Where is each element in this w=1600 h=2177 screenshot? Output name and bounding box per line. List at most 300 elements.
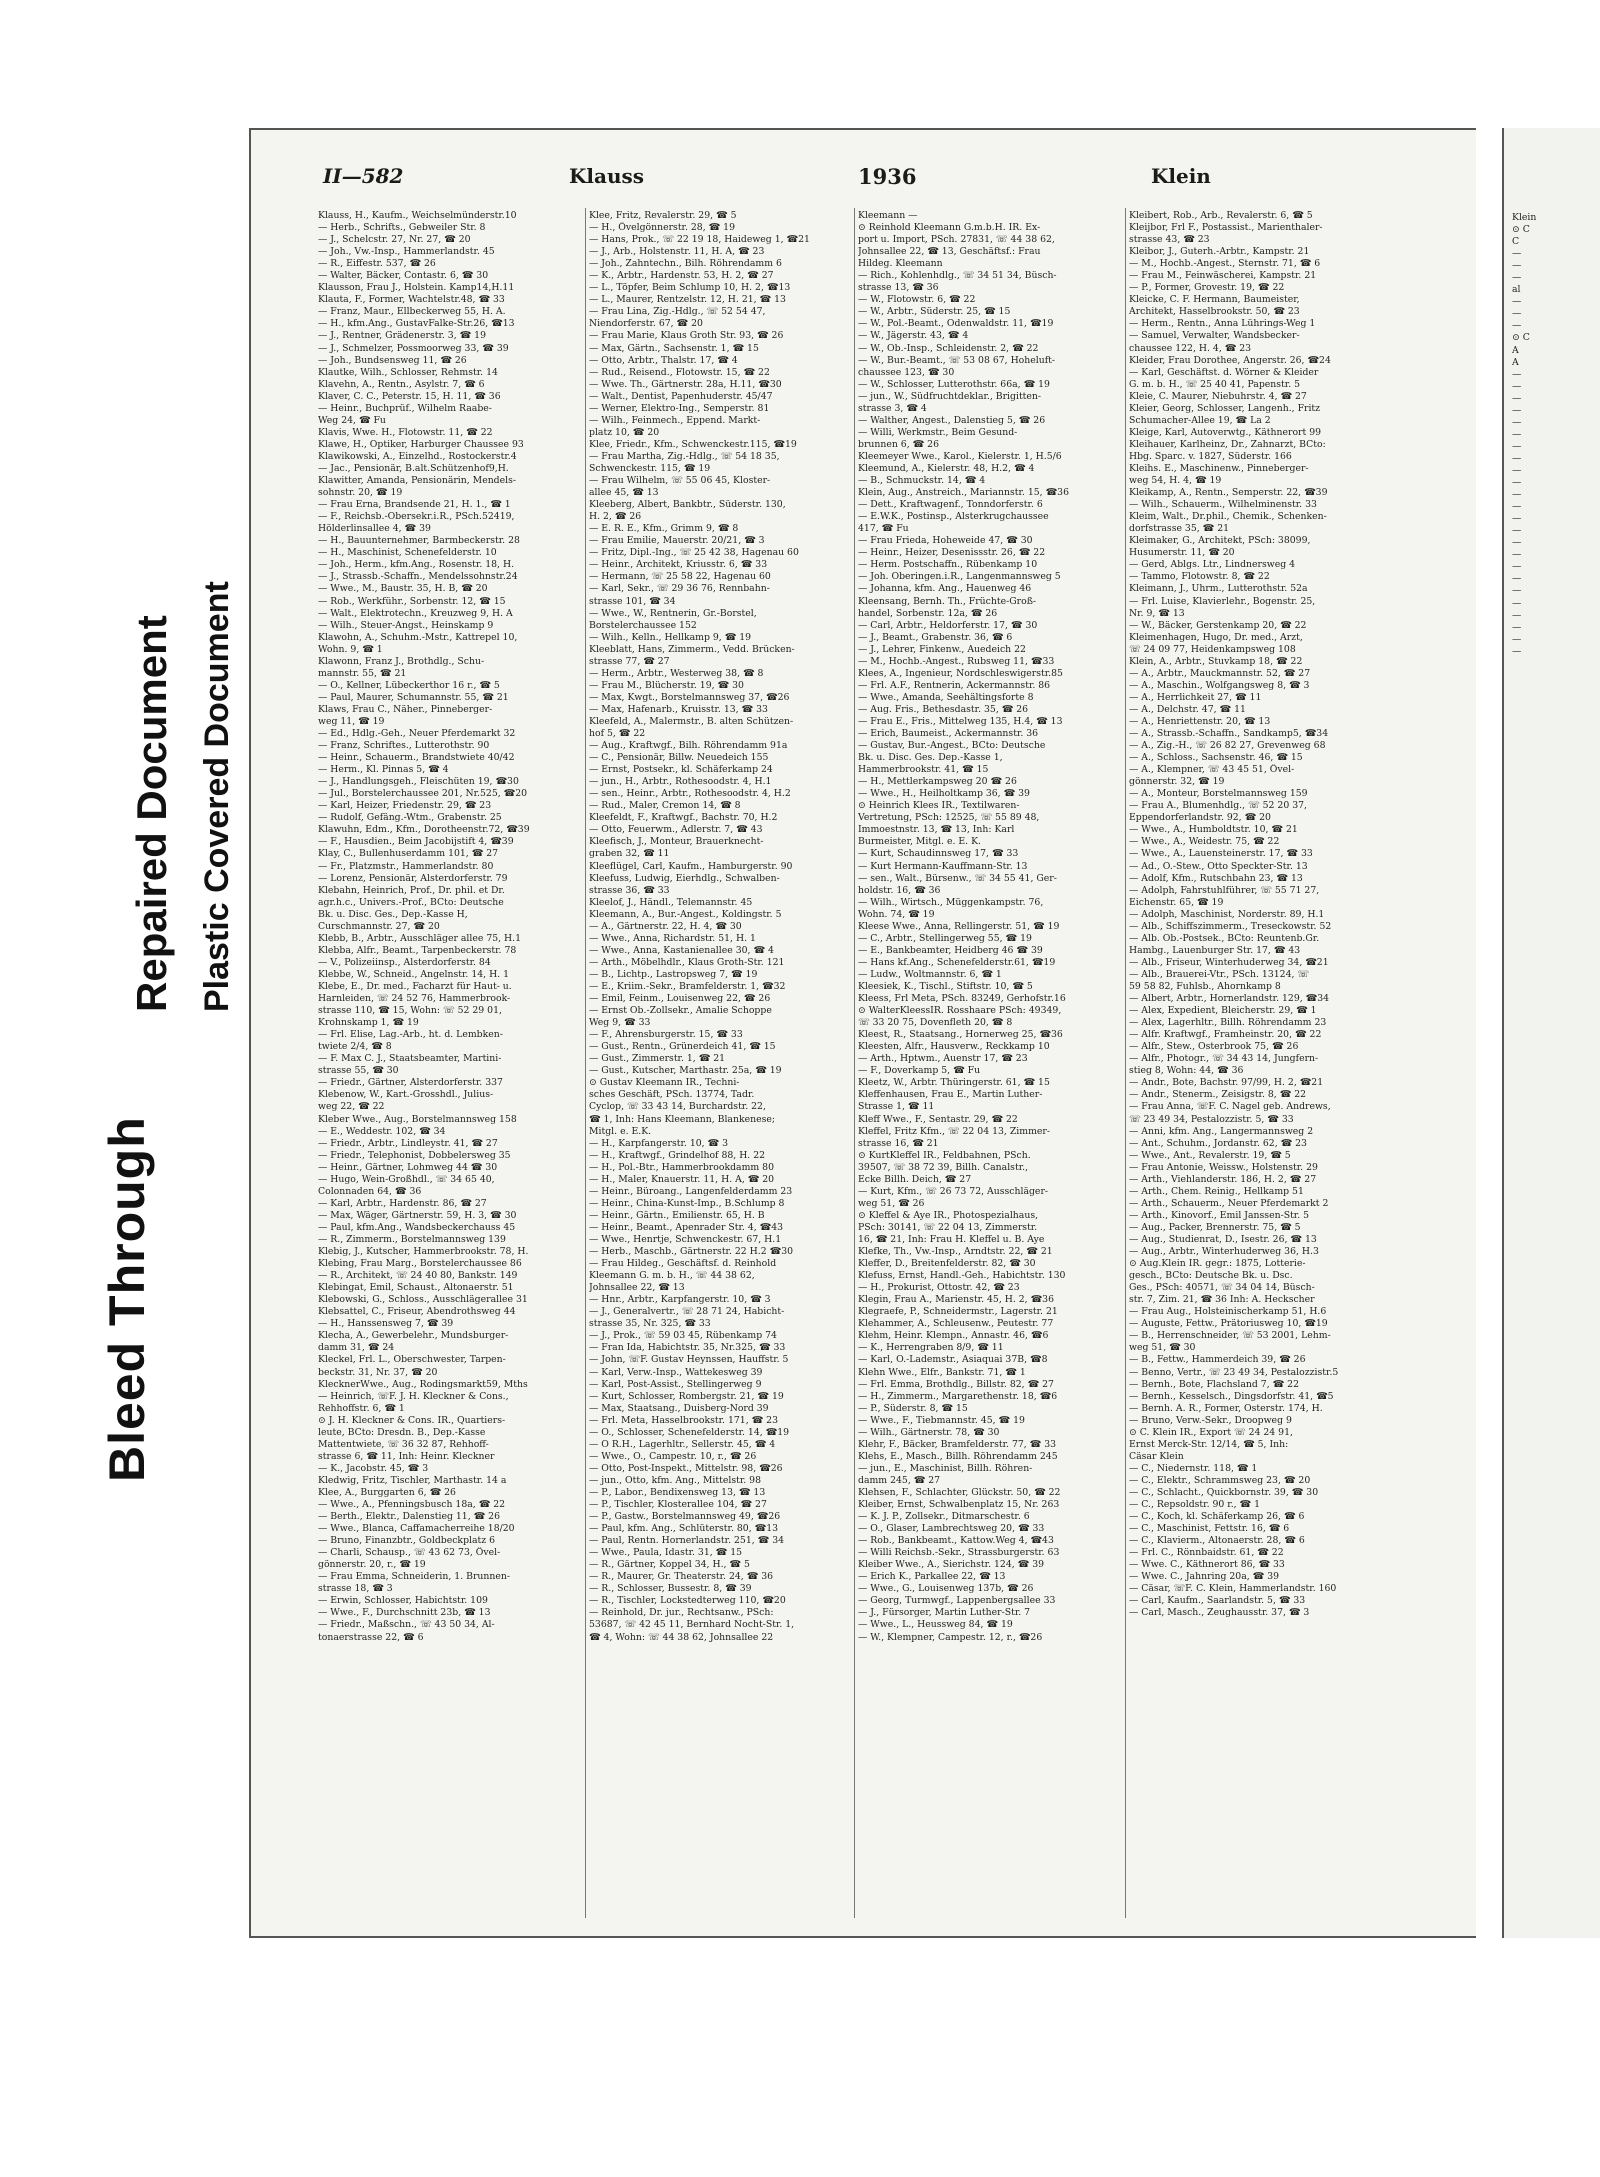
directory-entry-line: — Wwe., W., Rentnerin, Gr.-Borstel, (589, 607, 757, 619)
directory-entry-line: Borstelerchaussee 152 (589, 619, 697, 631)
directory-entry-line: — B., Herrenschneider, ☏ 53 2001, Lehm- (1129, 1330, 1331, 1342)
directory-entry-line: Kleider, Frau Dorothee, Angerstr. 26, ☎24 (1129, 354, 1331, 366)
directory-entry-line: Kleefeld, A., Malermstr., B. alten Schützen- (589, 715, 794, 727)
directory-entry-line: — Paul, kfm.Ang., Wandsbeckerchauss 45 (318, 1221, 516, 1233)
directory-entry-line: — sen., Heinr., Arbtr., Rothesoodstr. 4, H.2 (589, 788, 791, 800)
directory-entry-line: — Gerd, Ablgs. Ltr., Lindnersweg 4 (1129, 559, 1296, 571)
directory-entry-line: — Heinr., Beamt., Apenrader Str. 4, ☎43 (589, 1221, 784, 1233)
directory-entry-line: — Hermann, ☏ 25 58 22, Hagenau 60 (589, 571, 771, 583)
directory-entry-line: — Wwe., F., Tiebmannstr. 45, ☎ 19 (858, 1414, 1025, 1426)
directory-entry-line: — jun., E., Maschinist, Billh. Röhren- (858, 1462, 1033, 1474)
adjacent-entry-fragment: — (1512, 621, 1522, 633)
directory-entry-line: — jun., Otto, kfm. Ang., Mittelstr. 98 (589, 1474, 762, 1486)
column-divider (585, 208, 586, 1918)
adjacent-entry-fragment: — (1512, 645, 1522, 657)
directory-entry-line: beckstr. 31, Nr. 37, ☎ 20 (318, 1366, 438, 1378)
directory-entry-line: — A., Maschin., Wolfgangsweg 8, ☎ 3 (1129, 679, 1310, 691)
directory-entry-line: — H., Maschinist, Schenefelderstr. 10 (318, 547, 497, 559)
directory-entry-line: — Walther, Angest., Dalenstieg 5, ☎ 26 (858, 414, 1046, 426)
directory-entry-line: — Frau Hildeg., Geschäftsf. d. Reinhold (589, 1258, 777, 1270)
directory-entry-line: — Wilh., Schauerm., Wilhelminenstr. 33 (1129, 499, 1317, 511)
directory-page (249, 128, 1479, 1938)
directory-entry-line: Eichenstr. 65, ☎ 19 (1129, 896, 1224, 908)
directory-entry-line: 59 58 82, Fuhlsb., Ahornkamp 8 (1129, 981, 1281, 992)
directory-entry-line: — Friedr., Gärtner, Alsterdorferstr. 337 (318, 1077, 503, 1089)
directory-entry-line: — Joh., Zahntechn., Bilh. Röhrendamm 6 (589, 258, 782, 270)
directory-entry-line: — Charli, Schausp., ☏ 43 62 73, Övel- (318, 1547, 501, 1559)
directory-entry-line: — Emil, Feinm., Louisenweg 22, ☎ 26 (589, 993, 771, 1005)
directory-entry-line: — Frau Wilhelm, ☏ 55 06 45, Kloster- (589, 475, 771, 487)
directory-entry-line: — Wilh., Kelln., Hellkamp 9, ☎ 19 (589, 631, 752, 643)
directory-entry-line: — Wwe., G., Louisenweg 137b, ☎ 26 (858, 1583, 1034, 1595)
directory-entry-line: damm 31, ☎ 24 (318, 1342, 395, 1354)
directory-entry-line: — Max, Staatsang., Duisberg-Nord 39 (589, 1402, 769, 1414)
bleed-through-label: Bleed Through (99, 1116, 155, 1482)
directory-entry-line: — B., Lichtp., Lastropsweg 7, ☎ 19 (589, 968, 758, 980)
directory-entry-line: 39507, ☏ 38 72 39, Billh. Canalstr., (858, 1161, 1029, 1173)
directory-entry-line: Kleffenhausen, Frau E., Martin Luther- (858, 1089, 1043, 1101)
directory-entry-line: — C., Maschinist, Fettstr. 16, ☎ 6 (1129, 1523, 1290, 1535)
directory-entry-line: Krohnskamp 1, ☎ 19 (318, 1017, 419, 1029)
directory-entry-line: — Heinr., Buchprüf., Wilhelm Raabe- (318, 402, 492, 414)
directory-entry-line: sohnstr. 20, ☎ 19 (318, 487, 403, 499)
directory-entry-line: — C., Pensionär, Billw. Neuedeich 155 (589, 752, 769, 764)
directory-entry-line: ☎ 4, Wohn: ☏ 44 38 62, Johnsallee 22 (589, 1631, 774, 1643)
directory-entry-line: — W., Schlosser, Lutterothstr. 66a, ☎ 19 (858, 378, 1050, 390)
directory-entry-line: — L., Maurer, Rentzelstr. 12, H. 21, ☎ 13 (589, 294, 786, 306)
directory-entry-line: — E., Weddestr. 102, ☎ 34 (318, 1125, 446, 1137)
directory-column-4 (1129, 210, 1391, 1910)
directory-entry-line: — Wwe., Ant., Revalerstr. 19, ☎ 5 (1129, 1149, 1291, 1161)
directory-entry-line: ⊙ C. Klein IR., Export ☏ 24 24 91, (1129, 1426, 1293, 1438)
directory-entry-line: — Ludw., Woltmannstr. 6, ☎ 1 (858, 968, 1002, 980)
directory-entry-line: — Rudolf, Gefäng.-Wtm., Grabenstr. 25 (318, 812, 502, 824)
directory-entry-line: twiete 2/4, ☎ 8 (318, 1041, 392, 1053)
directory-entry-line: Klavis, Wwe. H., Flotowstr. 11, ☎ 22 (318, 426, 493, 438)
directory-entry-line: — Heinr., Schauerm., Brandstwiete 40/42 (318, 752, 515, 764)
directory-entry-line: strasse 13, ☎ 36 (858, 282, 939, 294)
directory-entry-line: ⊙ WalterKleessIR. Rosshaare PSch: 49349, (858, 1005, 1062, 1017)
directory-entry-line: — H., Kraftwgf., Grindelhof 88, H. 22 (589, 1149, 766, 1161)
directory-entry-line: Kleesten, Alfr., Hausverw., Reckkamp 10 (858, 1041, 1050, 1053)
directory-entry-line: — Arth., Viehlanderstr. 186, H. 2, ☎ 27 (1129, 1173, 1317, 1185)
directory-entry-line: — A., Strassb.-Schaffn., Sandkamp5, ☎34 (1129, 728, 1329, 740)
directory-entry-line: Kleess, Frl Meta, PSch. 83249, Gerhofstr.16 (858, 993, 1066, 1005)
directory-entry-line: Strasse 1, ☎ 11 (858, 1101, 935, 1113)
directory-entry-line: — Gust., Kutscher, Marthastr. 25a, ☎ 19 (589, 1065, 782, 1077)
directory-entry-line: Schwenckestr. 115, ☎ 19 (589, 462, 711, 474)
directory-entry-line: — A., Herrlichkeit 27, ☎ 11 (1129, 691, 1262, 703)
adjacent-entry-fragment: — (1512, 609, 1522, 621)
directory-entry-line: — Otto, Post-Inspekt., Mittelstr. 98, ☎26 (589, 1462, 783, 1474)
directory-entry-line: — H., kfm.Ang., GustavFalke-Str.26, ☎13 (318, 318, 515, 330)
adjacent-entry-fragment: — (1512, 320, 1522, 332)
directory-entry-line: Curschmannstr. 27, ☎ 20 (318, 920, 440, 932)
directory-entry-line: Klawonn, Franz J., Brothdlg., Schu- (318, 655, 485, 667)
directory-entry-line: Nr. 9, ☎ 13 (1129, 607, 1185, 619)
directory-entry-line: — Otto, Arbtr., Thalstr. 17, ☎ 4 (589, 354, 738, 366)
directory-entry-line: — W., Bur.-Beamt., ☏ 53 08 67, Hoheluft- (858, 354, 1056, 366)
header-last-name: Klein (1151, 164, 1211, 188)
directory-entry-line: — H., Bauunternehmer, Barmbeckerstr. 28 (318, 535, 520, 547)
directory-entry-line: — Kurt, Kfm., ☏ 26 73 72, Ausschläger- (858, 1185, 1049, 1197)
directory-entry-line: — Frl. Elise, Lag.-Arb., ht. d. Lembken- (318, 1029, 503, 1041)
directory-entry-line: graben 32, ☎ 11 (589, 848, 670, 860)
directory-entry-line: — J., Lehrer, Finkenw., Auedeich 22 (858, 643, 1026, 655)
directory-entry-line: ⊙ Heinrich Klees IR., Textilwaren- (858, 800, 1020, 812)
directory-entry-line: Kleensang, Bernh. Th., Früchte-Groß- (858, 595, 1037, 607)
adjacent-entry-fragment: — (1512, 561, 1522, 573)
directory-entry-line: — Frau Marie, Klaus Groth Str. 93, ☎ 26 (589, 330, 784, 342)
directory-entry-line: agr.h.c., Univers.-Prof., BCto: Deutsche (318, 896, 504, 908)
directory-entry-line: — Rud., Reisend., Flotowstr. 15, ☎ 22 (589, 366, 770, 378)
directory-entry-line: Vertretung, PSch: 12525, ☏ 55 89 48, (858, 812, 1040, 824)
adjacent-entry-fragment: A (1512, 356, 1519, 368)
adjacent-entry-fragment: — (1512, 452, 1522, 464)
directory-entry-line: KlecknerWwe., Aug., Rodingsmarkt59, Mths (318, 1378, 528, 1390)
directory-entry-line: — Arth., Möbelhdlr., Klaus Groth-Str. 121 (589, 956, 785, 968)
directory-entry-line: — Aug., Studienrat, D., Isestr. 26, ☎ 13 (1129, 1233, 1317, 1245)
directory-entry-line: — Max, Kwgt., Borstelmannsweg 37, ☎26 (589, 691, 790, 703)
directory-entry-line: — J., Fürsorger, Martin Luther-Str. 7 (858, 1607, 1031, 1619)
directory-entry-line: Klefuss, Ernst, Handl.-Geh., Habichtstr. 130 (858, 1270, 1066, 1282)
directory-entry-line: — P., Gastw., Borstelmannsweg 49, ☎26 (589, 1511, 781, 1523)
directory-entry-line: — Bruno, Finanzbtr., Goldbeckplatz 6 (318, 1535, 496, 1547)
directory-entry-line: — Wwe., A., Lauensteinerstr. 17, ☎ 33 (1129, 848, 1313, 860)
directory-entry-line: — Aug. Fris., Bethesdastr. 35, ☎ 26 (858, 703, 1029, 715)
directory-entry-line: — Ad., O.-Stew., Otto Speckter-Str. 13 (1129, 860, 1308, 872)
directory-entry-line: — Frl. A.F., Rentnerin, Ackermannstr. 86 (858, 679, 1051, 691)
directory-entry-line: tonaerstrasse 22, ☎ 6 (318, 1631, 424, 1643)
directory-entry-line: — J., Prok., ☏ 59 03 45, Rübenkamp 74 (589, 1330, 777, 1342)
directory-entry-line: — H., Övelgönnerstr. 28, ☎ 19 (589, 222, 735, 234)
directory-entry-line: — E., Bankbeamter, Heidberg 46 ☎ 39 (858, 944, 1043, 956)
directory-entry-line: — Benno, Vertr., ☏ 23 49 34, Pestalozzistr.5 (1129, 1366, 1339, 1378)
directory-entry-line: — W., Flotowstr. 6, ☎ 22 (858, 294, 976, 306)
directory-entry-line: Kleige, Karl, Autoverwtg., Käthnerort 99 (1129, 426, 1322, 438)
directory-entry-line: — Adolph, Maschinist, Norderstr. 89, H.1 (1129, 908, 1325, 920)
directory-entry-line: sches Geschäft, PSch. 13774, Tadr. (589, 1089, 755, 1101)
directory-entry-line: — Hnr., Arbtr., Karpfangerstr. 10, ☎ 3 (589, 1294, 771, 1306)
directory-entry-line: Kleber Wwe., Aug., Borstelmannsweg 158 (318, 1113, 517, 1125)
directory-entry-line: — Herb., Schrifts., Gebweiler Str. 8 (318, 222, 486, 234)
directory-entry-line: — A., Delchstr. 47, ☎ 11 (1129, 703, 1246, 715)
directory-entry-line: — P., Süderstr. 8, ☎ 15 (858, 1402, 968, 1414)
directory-entry-line: Klein, A., Arbtr., Stuvkamp 18, ☎ 22 (1129, 655, 1303, 667)
directory-entry-line: Kleie, C. Maurer, Niebuhrstr. 4, ☎ 27 (1129, 390, 1307, 402)
directory-entry-line: Architekt, Hasselbrookstr. 50, ☎ 23 (1129, 306, 1300, 318)
directory-entry-line: — F., Doverkamp 5, ☎ Fu (858, 1065, 981, 1077)
directory-entry-line: — Gust., Rentn., Grünerdeich 41, ☎ 15 (589, 1041, 776, 1053)
directory-entry-line: — Friedr., Arbtr., Lindleystr. 41, ☎ 27 (318, 1137, 498, 1149)
directory-entry-line: — Karl, O.-Lademstr., Asiaquai 37B, ☎8 (858, 1354, 1048, 1366)
directory-entry-line: — Wilh., Steuer-Angst., Heinskamp 9 (318, 619, 494, 631)
directory-entry-line: Klauss, H., Kaufm., Weichselmünderstr.10 (318, 210, 517, 221)
directory-entry-line: Klehm, Heinr. Klempn., Annastr. 46, ☎6 (858, 1330, 1049, 1342)
directory-entry-line: — Kurt, Schlosser, Rombergstr. 21, ☎ 19 (589, 1390, 784, 1402)
directory-entry-line: — O., Schlosser, Schenefelderstr. 14, ☎19 (589, 1426, 790, 1438)
directory-entry-line: Kleihs. E., Maschinenw., Pinneberger- (1129, 462, 1309, 474)
directory-entry-line: — B., Schmuckstr. 14, ☎ 4 (858, 475, 986, 487)
directory-entry-line: Johnsallee 22, ☎ 13 (589, 1282, 685, 1294)
directory-entry-line: Klebbe, W., Schneid., Angelnstr. 14, H. 1 (318, 968, 510, 980)
adjacent-entry-fragment: — (1512, 392, 1522, 404)
directory-entry-line: — Ernst Ob.-Zollsekr., Amalie Schoppe (589, 1005, 772, 1017)
directory-entry-line: ☏ 23 49 34, Pestalozzistr. 5, ☎ 33 (1129, 1113, 1294, 1125)
directory-entry-line: — J., Generalvertr., ☏ 28 71 24, Habicht- (589, 1306, 785, 1318)
directory-entry-line: — Alfr. Kraftwgf., Framheinstr. 20, ☎ 22 (1129, 1029, 1322, 1041)
directory-entry-line: — Wwe., A., Humboldtstr. 10, ☎ 21 (1129, 824, 1298, 836)
directory-entry-line: — O., Kellner, Lübeckerthor 16 r., ☎ 5 (318, 679, 500, 691)
directory-entry-line: — Herm. Postschaffn., Rübenkamp 10 (858, 559, 1038, 571)
directory-entry-line: Klee, A., Burggarten 6, ☎ 26 (318, 1486, 456, 1498)
header-year: 1936 (858, 164, 917, 189)
directory-entry-line: — Anni, kfm. Ang., Langermannsweg 2 (1129, 1125, 1314, 1137)
adjacent-entry-fragment: — (1512, 248, 1522, 260)
directory-entry-line: Klehs, E., Masch., Billh. Röhrendamm 245 (858, 1450, 1058, 1462)
directory-entry-line: — F., Ahrensburgerstr. 15, ☎ 33 (589, 1029, 743, 1041)
directory-entry-line: — jun., W., Südfruchtdeklar., Brigitten- (858, 390, 1042, 402)
directory-entry-line: — Fran Ida, Habichtstr. 35, Nr.325, ☎ 33 (589, 1342, 786, 1354)
directory-entry-line: G. m. b. H., ☏ 25 40 41, Papenstr. 5 (1129, 378, 1301, 390)
directory-entry-line: Kleeberg, Albert, Bankbtr., Süderstr. 130, (589, 499, 786, 511)
directory-entry-line: leute, BCto: Dresdn. B., Dep.-Kasse (318, 1426, 486, 1438)
directory-entry-line: — Carl, Arbtr., Heldorferstr. 17, ☎ 30 (858, 619, 1038, 631)
directory-entry-line: — Frau Anna, ☏F. C. Nagel geb. Andrews, (1129, 1101, 1331, 1113)
directory-entry-line: — Wwe., H., Heilholtkamp 36, ☎ 39 (858, 788, 1030, 800)
directory-entry-line: ⊙ Aug.Klein IR. gegr.: 1875, Lotterie- (1129, 1258, 1306, 1270)
directory-entry-line: — Arth., Schauerm., Neuer Pferdemarkt 2 (1129, 1197, 1329, 1209)
directory-entry-line: — Frau Emilie, Mauerstr. 20/21, ☎ 3 (589, 535, 765, 547)
page-header (251, 164, 1477, 198)
directory-entry-line: — Wwe., Henrtje, Schwenckestr. 67, H.1 (589, 1233, 782, 1245)
adjacent-entry-fragment: — (1512, 308, 1522, 320)
directory-entry-line: — Heinr., Gärtn., Emilienstr. 65, H. B (589, 1209, 765, 1221)
directory-entry-line: — H., Mettlerkampsweg 20 ☎ 26 (858, 776, 1017, 788)
directory-entry-line: — Andr., Stenerm., Zeisigstr. 8, ☎ 22 (1129, 1089, 1307, 1101)
directory-entry-line: — Franz, Maur., Ellbeckerweg 55, H. A. (318, 306, 506, 318)
directory-entry-line: Hammerbrookstr. 41, ☎ 15 (858, 764, 989, 776)
directory-entry-line: — H., Zimmerm., Margarethenstr. 18, ☎6 (858, 1390, 1058, 1402)
directory-entry-line: ☏ 24 09 77, Heidenkampsweg 108 (1129, 643, 1296, 655)
directory-entry-line: — Adolf, Kfm., Rutschbahn 23, ☎ 13 (1129, 872, 1303, 884)
directory-entry-line: — Karl, Heizer, Friedenstr. 29, ☎ 23 (318, 800, 492, 812)
directory-entry-line: — Alex, Lagerhltr., Billh. Röhrendamm 23 (1129, 1017, 1327, 1029)
directory-entry-line: Kleier, Georg, Schlosser, Langenh., Fritz (1129, 402, 1321, 414)
adjacent-entry-fragment: — (1512, 489, 1522, 501)
directory-entry-line: — C., Repsoldstr. 90 r., ☎ 1 (1129, 1499, 1261, 1511)
directory-entry-line: ⊙ Kleffel & Aye IR., Photospezialhaus, (858, 1209, 1039, 1221)
directory-entry-line: Klawohn, A., Schuhm.-Mstr., Kattrepel 10, (318, 631, 518, 643)
adjacent-entry-fragment: — (1512, 296, 1522, 308)
adjacent-page-fragment (1502, 128, 1600, 1938)
directory-entry-line: strasse 77, ☎ 27 (589, 655, 670, 667)
directory-entry-line: mannstr. 55, ☎ 21 (318, 667, 407, 679)
directory-entry-line: — Cäsar, ☏F. C. Klein, Hammerlandstr. 160 (1129, 1583, 1337, 1595)
directory-entry-line: Kledwig, Fritz, Tischler, Marthastr. 14 a (318, 1474, 507, 1486)
directory-entry-line: Kleimaker, G., Architekt, PSch: 38099, (1129, 535, 1311, 547)
directory-entry-line: Kleesiek, K., Tischl., Stiftstr. 10, ☎ 5 (858, 981, 1033, 992)
directory-entry-line: — Hugo, Wein-Großhdl., ☏ 34 65 40, (318, 1173, 495, 1185)
directory-entry-line: — Bernh., Bote, Flachsland 7, ☎ 22 (1129, 1378, 1299, 1390)
directory-entry-line: Klay, C., Bullenhuserdamm 101, ☎ 27 (318, 848, 499, 860)
directory-entry-line: — Wwe., O., Campestr. 10, r., ☎ 26 (589, 1450, 757, 1462)
directory-entry-line: Kleihauer, Karlheinz, Dr., Zahnarzt, BCto: (1129, 438, 1326, 450)
directory-entry-line: — A., Klempner, ☏ 43 45 51, Övel- (1129, 764, 1295, 776)
directory-entry-line: Wohn. 74, ☎ 19 (858, 908, 935, 920)
directory-entry-line: — Aug., Packer, Brennerstr. 75, ☎ 5 (1129, 1221, 1301, 1233)
directory-entry-line: — A., Gärtnerstr. 22, H. 4, ☎ 30 (589, 920, 742, 932)
directory-entry-line: strasse 110, ☎ 15, Wohn: ☏ 52 29 01, (318, 1005, 502, 1017)
directory-entry-line: — J., Rentner, Grädenerstr. 3, ☎ 19 (318, 330, 487, 342)
directory-entry-line: — E., Kriim.-Sekr., Bramfelderstr. 1, ☎32 (589, 981, 786, 992)
directory-entry-line: — J., Handlungsgeh., Fleischüten 19, ☎30 (318, 776, 519, 788)
directory-entry-line: — H., Prokurist, Ottostr. 42, ☎ 23 (858, 1282, 1020, 1294)
directory-entry-line: — Bernh., Kesselsch., Dingsdorfstr. 41, ☎5 (1129, 1390, 1334, 1402)
directory-entry-line: — A., Monteur, Borstelmannsweg 159 (1129, 788, 1308, 800)
directory-entry-line: Klebe, E., Dr. med., Facharzt für Haut- u. (318, 981, 512, 992)
directory-entry-line: handel, Sorbenstr. 12a, ☎ 26 (858, 607, 998, 619)
directory-entry-line: — Frau M., Feinwäscherei, Kampstr. 21 (1129, 270, 1317, 282)
directory-entry-line: weg 54, H. 4, ☎ 19 (1129, 475, 1222, 487)
directory-entry-line: — W., Klempner, Campestr. 12, r., ☎26 (858, 1631, 1043, 1643)
directory-entry-line: Kleemann G. m. b. H., ☏ 44 38 62, (589, 1270, 755, 1282)
adjacent-entry-fragment: — (1512, 513, 1522, 525)
directory-entry-line: Klee, Fritz, Revalerstr. 29, ☎ 5 (589, 210, 737, 221)
directory-entry-line: Klegin, Frau A., Marienstr. 45, H. 2, ☎36 (858, 1294, 1055, 1306)
directory-entry-line: — R., Schlosser, Bussestr. 8, ☎ 39 (589, 1583, 752, 1595)
directory-entry-line: — O., Glaser, Lambrechtsweg 20, ☎ 33 (858, 1523, 1045, 1535)
directory-entry-line: ⊙ Gustav Kleemann IR., Techni- (589, 1077, 740, 1089)
directory-entry-line: — Herm., Arbtr., Westerweg 38, ☎ 8 (589, 667, 764, 679)
directory-entry-line: Kleese Wwe., Anna, Rellingerstr. 51, ☎ 19 (858, 920, 1060, 932)
directory-entry-line: Ernst Merck-Str. 12/14, ☎ 5, Inh: (1129, 1438, 1289, 1450)
directory-entry-line: Kleemund, A., Kielerstr. 48, H.2, ☎ 4 (858, 462, 1035, 474)
directory-entry-line: — Bernh. A. R., Former, Osterstr. 174, H. (1129, 1402, 1323, 1414)
directory-entry-line: — Wwe., A., Weidestr. 75, ☎ 22 (1129, 836, 1280, 848)
directory-entry-line: — M., Hochb.-Angest., Rubsweg 11, ☎33 (858, 655, 1055, 667)
directory-entry-line: — W., Pol.-Beamt., Odenwaldstr. 11, ☎19 (858, 318, 1054, 330)
directory-entry-line: — Alex, Expedient, Bleicherstr. 29, ☎ 1 (1129, 1005, 1317, 1017)
directory-entry-line: Klegraefe, P., Schneidermstr., Lagerstr. 21 (858, 1306, 1058, 1318)
adjacent-entry-fragment: — (1512, 597, 1522, 609)
directory-entry-line: — Frau Frieda, Hoheweide 47, ☎ 30 (858, 535, 1033, 547)
directory-entry-line: — Aug., Kraftwgf., Bilh. Röhrendamm 91a (589, 740, 788, 752)
directory-entry-line: — Jac., Pensionär, B.alt.Schützenhof9,H. (318, 462, 509, 474)
adjacent-entry-fragment: — (1512, 573, 1522, 585)
directory-entry-line: — Friedr., Maßschn., ☏ 43 50 34, Al- (318, 1619, 495, 1631)
directory-entry-line: — O R.H., Lagerhltr., Sellerstr. 45, ☎ 4 (589, 1438, 776, 1450)
directory-entry-line: Immoestnstr. 13, ☎ 13, Inh: Karl (858, 824, 1015, 836)
directory-entry-line: Klautke, Wilh., Schlosser, Rehmstr. 14 (318, 366, 498, 378)
directory-entry-line: Bk. u. Disc. Ges. Dep.-Kasse 1, (858, 752, 1003, 764)
directory-entry-line: — Wwe., Paula, Idastr. 31, ☎ 15 (589, 1547, 743, 1559)
directory-entry-line: — Lorenz, Pensionär, Alsterdorferstr. 79 (318, 872, 508, 884)
directory-entry-line: — Jul., Borstelerchaussee 201, Nr.525, ☎20 (318, 788, 528, 800)
directory-entry-line: — Georg, Turmwgf., Lappenbergsallee 33 (858, 1595, 1056, 1607)
page-number: II—582 (323, 164, 404, 188)
directory-entry-line: Mattentwiete, ☏ 36 32 87, Rehhoff- (318, 1438, 489, 1450)
directory-entry-line: — Herm., Rentn., Anna Lührings-Weg 1 (1129, 318, 1316, 330)
directory-entry-line: Cäsar Klein (1129, 1450, 1184, 1462)
directory-entry-line: Klees, A., Ingenieur, Nordschleswigerstr.85 (858, 667, 1063, 679)
directory-entry-line: port u. Import, PSch. 27831, ☏ 44 38 62, (858, 234, 1055, 246)
directory-entry-line: H. 2, ☎ 26 (589, 511, 642, 523)
directory-entry-line: — Wwe. C., Käthnerort 86, ☎ 33 (1129, 1559, 1285, 1571)
directory-entry-line: Niendorferstr. 67, ☎ 20 (589, 318, 703, 330)
directory-entry-line: — Carl, Masch., Zeughausstr. 37, ☎ 3 (1129, 1607, 1310, 1619)
directory-entry-line: — A., Zig.-H., ☏ 26 82 27, Grevenweg 68 (1129, 740, 1326, 752)
directory-entry-line: — K., Jacobstr. 45, ☎ 3 (318, 1462, 429, 1474)
directory-entry-line: — Frau Emma, Schneiderin, 1. Brunnen- (318, 1571, 510, 1583)
directory-entry-line: Burmeister, Mitgl. e. E. K. (858, 836, 981, 848)
directory-entry-line: — Alb., Brauerei-Vtr., PSch. 13124, ☏ (1129, 968, 1310, 980)
directory-entry-line: Klehsen, F., Schlachter, Glückstr. 50, ☎ 22 (858, 1486, 1061, 1498)
directory-entry-line: — P., Tischler, Klosterallee 104, ☎ 27 (589, 1499, 767, 1511)
directory-entry-line: — Frau E., Fris., Mittelweg 135, H.4, ☎ 13 (858, 715, 1063, 727)
directory-entry-line: — John, ☏F. Gustav Heynssen, Hauffstr. 5 (589, 1354, 789, 1366)
directory-entry-line: Kleijbor, Frl F., Postassist., Marienthaler- (1129, 222, 1323, 234)
directory-entry-line: — Arth., Chem. Reinig., Hellkamp 51 (1129, 1185, 1304, 1197)
directory-entry-line: — Paul, Rentn. Hornerlandstr. 251, ☎ 34 (589, 1535, 785, 1547)
adjacent-entry-fragment: — (1512, 585, 1522, 597)
directory-entry-line: — Wwe., Anna, Kastanienallee 30, ☎ 4 (589, 944, 774, 956)
directory-entry-line: Klein, Aug., Anstreich., Mariannstr. 15, ☎36 (858, 487, 1069, 499)
directory-entry-line: — Frau Antonie, Weissw., Holstenstr. 29 (1129, 1161, 1318, 1173)
directory-entry-line: — A., Arbtr., Mauckmannstr. 52, ☎ 27 (1129, 667, 1311, 679)
directory-entry-line: — R., Zimmerm., Borstelmannsweg 139 (318, 1233, 506, 1245)
directory-entry-line: damm 245, ☎ 27 (858, 1474, 941, 1486)
directory-entry-line: — W., Bäcker, Gerstenkamp 20, ☎ 22 (1129, 619, 1307, 631)
directory-entry-line: — Fr., Platzmstr., Hammerlandstr. 80 (318, 860, 494, 872)
directory-entry-line: — Wilh., Wirtsch., Müggenkampstr. 76, (858, 896, 1044, 908)
repaired-document-label: Repaired Document (128, 615, 175, 1012)
directory-entry-line: Ecke Billh. Deich, ☎ 27 (858, 1173, 972, 1185)
directory-entry-line: — Franz, Schriftes., Lutterothstr. 90 (318, 740, 490, 752)
directory-entry-line: — E. R. E., Kfm., Grimm 9, ☎ 8 (589, 523, 739, 535)
directory-entry-line: Kleefuss, Ludwig, Eierhdlg., Schwalben- (589, 872, 780, 884)
directory-entry-line: — Tammo, Flotowstr. 8, ☎ 22 (1129, 571, 1270, 583)
directory-entry-line: — J., Schmelzer, Possmoorweg 33, ☎ 39 (318, 342, 509, 354)
directory-entry-line: — Alb., Schiffszimmerm., Treseckowstr. 52 (1129, 920, 1332, 932)
directory-entry-line: — Frl. Emma, Brothdlg., Billstr. 82, ☎ 27 (858, 1378, 1054, 1390)
directory-entry-line: Klebba, Alfr., Beamt., Tarpenbeckerstr. 78 (318, 944, 517, 956)
adjacent-entry-fragment: ⊙ C (1512, 332, 1530, 344)
directory-entry-line: — H., Pol.-Btr., Hammerbrookdamm 80 (589, 1161, 774, 1173)
directory-entry-line: — Johanna, kfm. Ang., Hauenweg 46 (858, 583, 1032, 595)
directory-entry-line: Kleff Wwe., F., Sentastr. 29, ☎ 22 (858, 1113, 1018, 1125)
directory-entry-line: — Ed., Hdlg.-Geh., Neuer Pferdemarkt 32 (318, 728, 516, 740)
directory-entry-line: — K., Arbtr., Hardenstr. 53, H. 2, ☎ 27 (589, 270, 774, 282)
directory-entry-line: Hambg., Lauenburger Str. 17, ☎ 43 (1129, 944, 1301, 956)
directory-entry-line: — Ernst, Postsekr., kl. Schäferkamp 24 (589, 764, 773, 776)
directory-entry-line: — Wwe., F., Durchschnitt 23b, ☎ 13 (318, 1607, 491, 1619)
directory-entry-line: — Rob., Werkführ., Sorbenstr. 12, ☎ 15 (318, 595, 506, 607)
directory-entry-line: Klebahn, Heinrich, Prof., Dr. phil. et Dr. (318, 884, 505, 896)
directory-entry-line: ☎ 1, Inh: Hans Kleemann, Blankenese; (589, 1113, 775, 1125)
directory-entry-line: platz 10, ☎ 20 (589, 426, 660, 438)
directory-entry-line: Klebig, J., Kutscher, Hammerbrookstr. 78, H. (318, 1246, 529, 1258)
directory-entry-line: Hölderlinsallee 4, ☎ 39 (318, 523, 431, 535)
directory-entry-line: — A., Henriettenstr. 20, ☎ 13 (1129, 715, 1271, 727)
directory-entry-line: — Wwe., A., Pfenningsbusch 18a, ☎ 22 (318, 1499, 506, 1511)
directory-column-3 (858, 210, 1120, 1910)
directory-entry-line: Kleemann, A., Bur.-Angest., Koldingstr. 5 (589, 908, 782, 920)
directory-entry-line: — Karl, Verw.-Insp., Wattekesweg 39 (589, 1366, 763, 1378)
directory-entry-line: — Heinr., Gärtner, Lohmweg 44 ☎ 30 (318, 1161, 498, 1173)
directory-entry-line: Bk. u. Disc. Ges., Dep.-Kasse H, (318, 908, 468, 920)
directory-entry-line: — Alfr., Photogr., ☏ 34 43 14, Jungfern- (1129, 1053, 1319, 1065)
